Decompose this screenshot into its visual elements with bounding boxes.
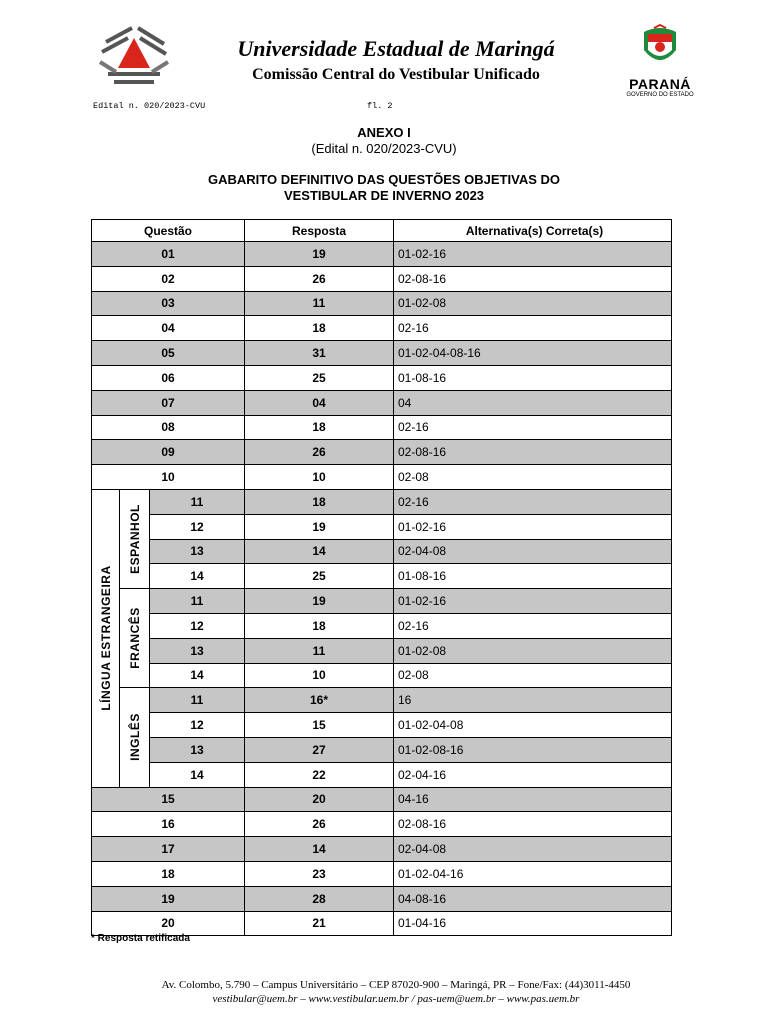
answer-cell: 19 bbox=[244, 588, 394, 614]
question-number-cell: 12 bbox=[149, 613, 245, 639]
question-number-cell: 08 bbox=[91, 415, 245, 441]
gabarito-title-line1: GABARITO DEFINITIVO DAS QUESTÕES OBJETIVAS DO bbox=[207, 172, 560, 187]
question-number-cell: 11 bbox=[149, 588, 245, 614]
parana-logo-subtext: GOVERNO DO ESTADO bbox=[626, 92, 694, 98]
alternatives-cell: 01-02-16 bbox=[393, 241, 672, 267]
answer-cell: 16* bbox=[244, 687, 394, 713]
gabarito-title-line2: VESTIBULAR DE INVERNO 2023 bbox=[283, 188, 485, 203]
answer-cell: 18 bbox=[244, 489, 394, 515]
answer-cell: 25 bbox=[244, 563, 394, 589]
question-number-cell: 09 bbox=[91, 439, 245, 465]
alternatives-cell: 02-04-08 bbox=[393, 539, 672, 565]
answer-cell: 21 bbox=[244, 911, 394, 937]
footer-address: Av. Colombo, 5.790 – Campus Universitário – CEP 87020-900 – Maringá, PR – Fone/Fax: (44)3011-4450 bbox=[161, 979, 631, 991]
language-label-1 bbox=[119, 588, 150, 688]
question-number-cell: 17 bbox=[91, 836, 245, 862]
language-label-2 bbox=[119, 687, 150, 787]
answer-cell: 25 bbox=[244, 365, 394, 391]
question-number-cell: 13 bbox=[149, 737, 245, 763]
commission-name: Comissão Central do Vestibular Unificado bbox=[252, 66, 540, 83]
alternatives-cell: 01-08-16 bbox=[393, 563, 672, 589]
alternatives-cell: 02-16 bbox=[393, 489, 672, 515]
alternatives-cell: 01-02-04-08 bbox=[393, 712, 672, 738]
question-number-cell: 01 bbox=[91, 241, 245, 267]
question-number-cell: 18 bbox=[91, 861, 245, 887]
answer-cell: 11 bbox=[244, 638, 394, 664]
answer-cell: 14 bbox=[244, 539, 394, 565]
alternatives-cell: 02-16 bbox=[393, 415, 672, 441]
foreign-language-text: LÍNGUA ESTRANGEIRA bbox=[98, 565, 113, 711]
question-number-cell: 07 bbox=[91, 390, 245, 416]
answer-cell: 28 bbox=[244, 886, 394, 912]
answer-cell: 14 bbox=[244, 836, 394, 862]
alternatives-cell: 01-02-16 bbox=[393, 588, 672, 614]
page-folio: fl. 2 bbox=[367, 101, 393, 111]
alternatives-cell: 04 bbox=[393, 390, 672, 416]
answer-cell: 18 bbox=[244, 613, 394, 639]
parana-coat-of-arms-icon bbox=[638, 24, 682, 70]
answer-cell: 04 bbox=[244, 390, 394, 416]
answer-cell: 19 bbox=[244, 514, 394, 540]
alternatives-cell: 01-02-04-16 bbox=[393, 861, 672, 887]
answer-cell: 10 bbox=[244, 464, 394, 490]
alternatives-cell: 02-04-08 bbox=[393, 836, 672, 862]
question-number-cell: 14 bbox=[149, 563, 245, 589]
question-number-cell: 10 bbox=[91, 464, 245, 490]
answer-cell: 26 bbox=[244, 811, 394, 837]
question-number-cell: 15 bbox=[91, 787, 245, 813]
alternatives-cell: 02-08-16 bbox=[393, 811, 672, 837]
question-number-cell: 11 bbox=[149, 687, 245, 713]
question-number-cell: 06 bbox=[91, 365, 245, 391]
university-name: Universidade Estadual de Maringá bbox=[237, 36, 555, 61]
answer-cell: 26 bbox=[244, 266, 394, 292]
alternatives-cell: 04-08-16 bbox=[393, 886, 672, 912]
edital-reference: Edital n. 020/2023-CVU bbox=[93, 101, 206, 111]
answer-key-table bbox=[91, 219, 671, 933]
alternatives-cell: 02-08 bbox=[393, 464, 672, 490]
question-number-cell: 12 bbox=[149, 514, 245, 540]
alternatives-cell: 02-08-16 bbox=[393, 266, 672, 292]
alternatives-cell: 16 bbox=[393, 687, 672, 713]
alternatives-cell: 02-16 bbox=[393, 613, 672, 639]
question-number-cell: 05 bbox=[91, 340, 245, 366]
alternatives-cell: 01-02-08-16 bbox=[393, 737, 672, 763]
question-number-cell: 14 bbox=[149, 762, 245, 788]
answer-cell: 23 bbox=[244, 861, 394, 887]
alternatives-cell: 02-04-16 bbox=[393, 762, 672, 788]
alternatives-cell: 01-02-04-08-16 bbox=[393, 340, 672, 366]
answer-cell: 27 bbox=[244, 737, 394, 763]
answer-cell: 31 bbox=[244, 340, 394, 366]
answer-cell: 22 bbox=[244, 762, 394, 788]
answer-cell: 15 bbox=[244, 712, 394, 738]
alternatives-cell: 04-16 bbox=[393, 787, 672, 813]
question-number-cell: 13 bbox=[149, 638, 245, 664]
question-number-cell: 11 bbox=[149, 489, 245, 515]
language-name: INGLÊS bbox=[127, 713, 142, 762]
question-number-cell: 13 bbox=[149, 539, 245, 565]
annex-title: ANEXO I bbox=[357, 125, 411, 140]
alternatives-cell: 02-16 bbox=[393, 315, 672, 341]
alternatives-cell: 01-02-08 bbox=[393, 638, 672, 664]
answer-cell: 11 bbox=[244, 291, 394, 317]
question-number-cell: 19 bbox=[91, 886, 245, 912]
alternatives-cell: 02-08 bbox=[393, 663, 672, 689]
alternatives-cell: 02-08-16 bbox=[393, 439, 672, 465]
question-number-cell: 16 bbox=[91, 811, 245, 837]
edital-subtitle: (Edital n. 020/2023-CVU) bbox=[311, 141, 457, 156]
question-number-cell: 20 bbox=[91, 911, 245, 937]
answer-cell: 20 bbox=[244, 787, 394, 813]
footer-web: vestibular@uem.br – www.vestibular.uem.br / pas-uem@uem.br – www.pas.uem.br bbox=[212, 993, 580, 1005]
answer-cell: 10 bbox=[244, 663, 394, 689]
parana-logo-text: PARANÁ bbox=[629, 76, 691, 92]
header-alternativas: Alternativa(s) Correta(s) bbox=[393, 219, 672, 242]
question-number-cell: 03 bbox=[91, 291, 245, 317]
answer-cell: 19 bbox=[244, 241, 394, 267]
answer-cell: 18 bbox=[244, 415, 394, 441]
alternatives-cell: 01-08-16 bbox=[393, 365, 672, 391]
alternatives-cell: 01-02-16 bbox=[393, 514, 672, 540]
alternatives-cell: 01-04-16 bbox=[393, 911, 672, 937]
question-number-cell: 04 bbox=[91, 315, 245, 341]
language-name: FRANCÊS bbox=[127, 607, 142, 670]
language-label-0 bbox=[119, 489, 150, 589]
answer-cell: 18 bbox=[244, 315, 394, 341]
footnote: * Resposta retificada bbox=[91, 933, 190, 944]
header-resposta: Resposta bbox=[244, 219, 394, 242]
question-number-cell: 14 bbox=[149, 663, 245, 689]
answer-cell: 26 bbox=[244, 439, 394, 465]
parana-logo bbox=[616, 24, 704, 104]
question-number-cell: 12 bbox=[149, 712, 245, 738]
header-questao: Questão bbox=[91, 219, 245, 242]
foreign-language-label bbox=[91, 489, 120, 788]
language-name: ESPANHOL bbox=[127, 504, 142, 574]
alternatives-cell: 01-02-08 bbox=[393, 291, 672, 317]
question-number-cell: 02 bbox=[91, 266, 245, 292]
